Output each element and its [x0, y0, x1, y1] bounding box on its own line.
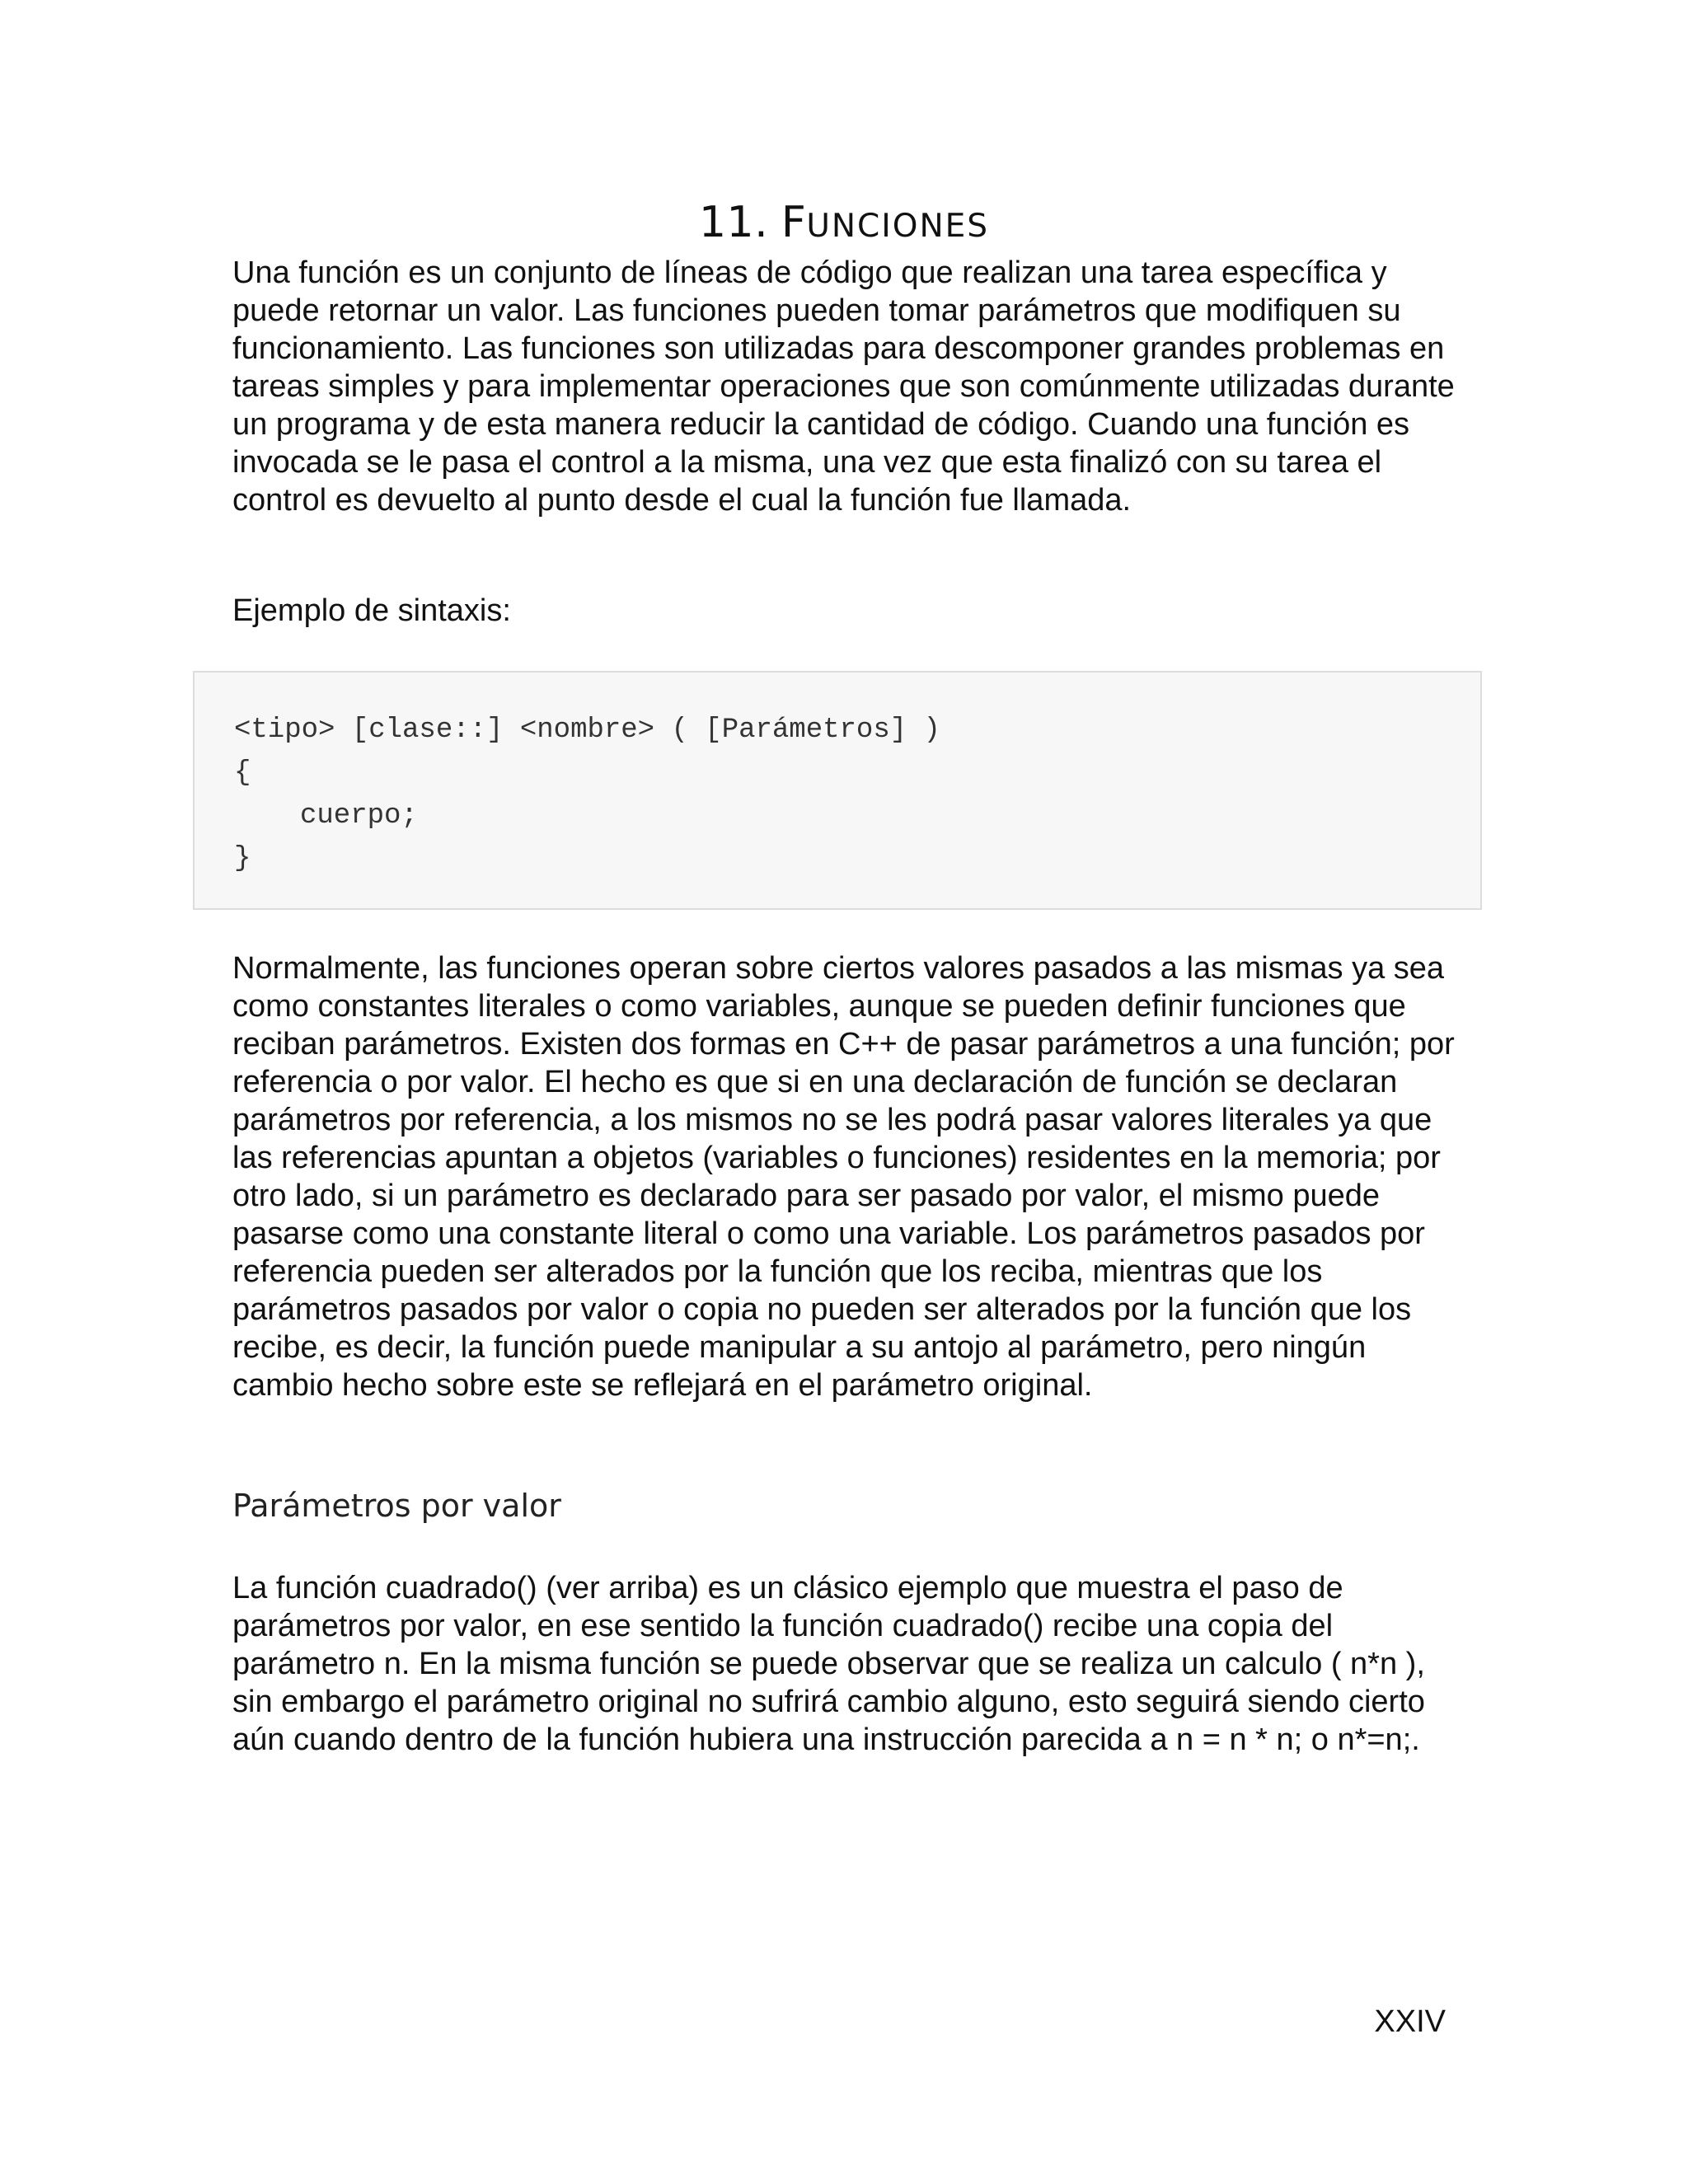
intro-paragraph: Una función es un conjunto de líneas de código que realizan una tarea específica y puede retornar un valor. Las funciones pueden tomar parámetros que modifiquen su funcionamiento. Las funciones son utilizadas para descomponer grandes problemas en tareas simples y para implementar operaciones que son comúnmente utilizadas durante un programa y de esta manera reducir la cantidad de código. Cuando una función es invocada se le pasa el control a la misma, una vez que esta finalizó con su tarea el control es devuelto al punto desde el cual la función fue llamada. — [232, 255, 1455, 518]
normal-paragraph: Normalmente, las funciones operan sobre ciertos valores pasados a las mismas ya sea como constantes literales o como variables, aunque se pueden definir funciones que reciban parámetros. Existen dos formas en C++ de pasar parámetros a una función; por referencia o por valor. El hecho es que si en una declaración de función se declaran parámetros por referencia, a los mismos no se les podrá pasar valores literales ya que las referencias apuntan a objetos (variables o funciones) residentes en la memoria; por otro lado, si un parámetro es declarado para ser pasado por valor, el mismo puede pasarse como una constante literal o como una variable. Los parámetros pasados por referencia pueden ser alterados por la función que los reciba, mientras que los parámetros pasados por valor o copia no pueden ser alterados por la función que los recibe, es decir, la función puede manipular a su antojo al parámetro, pero ningún cambio hecho sobre este se reflejará en el parámetro original. — [232, 951, 1455, 1403]
by-value-paragraph: La función cuadrado() (ver arriba) es un clásico ejemplo que muestra el paso de parámetros por valor, en ese sentido la función cuadrado() recibe una copia del parámetro n. En la misma función se puede observar que se realiza un calculo ( n*n ), sin embargo el parámetro original no sufrirá cambio alguno, esto seguirá siendo cierto aún cuando dentro de la función hubiera una instrucción parecida a n = n * n; o n*=n;. — [232, 1571, 1425, 1757]
syntax-label: Ejemplo de sintaxis: — [232, 593, 511, 628]
code-line-signature: <tipo> [clase::] <nombre> ( [Parámetros] ) — [234, 715, 940, 746]
section-subheading: Parámetros por valor — [232, 1488, 561, 1524]
chapter-number: 11. — [698, 198, 769, 247]
chapter-title — [0, 198, 1688, 251]
code-line-open-brace: { — [234, 757, 251, 789]
page-number: XXIV — [1374, 2004, 1446, 2039]
code-line-close-brace: } — [234, 843, 251, 874]
code-block — [193, 671, 1482, 910]
code-line-body: cuerpo; — [300, 800, 418, 832]
chapter-title-initial: F — [781, 198, 807, 247]
chapter-title-rest: UNCIONES — [806, 208, 990, 245]
